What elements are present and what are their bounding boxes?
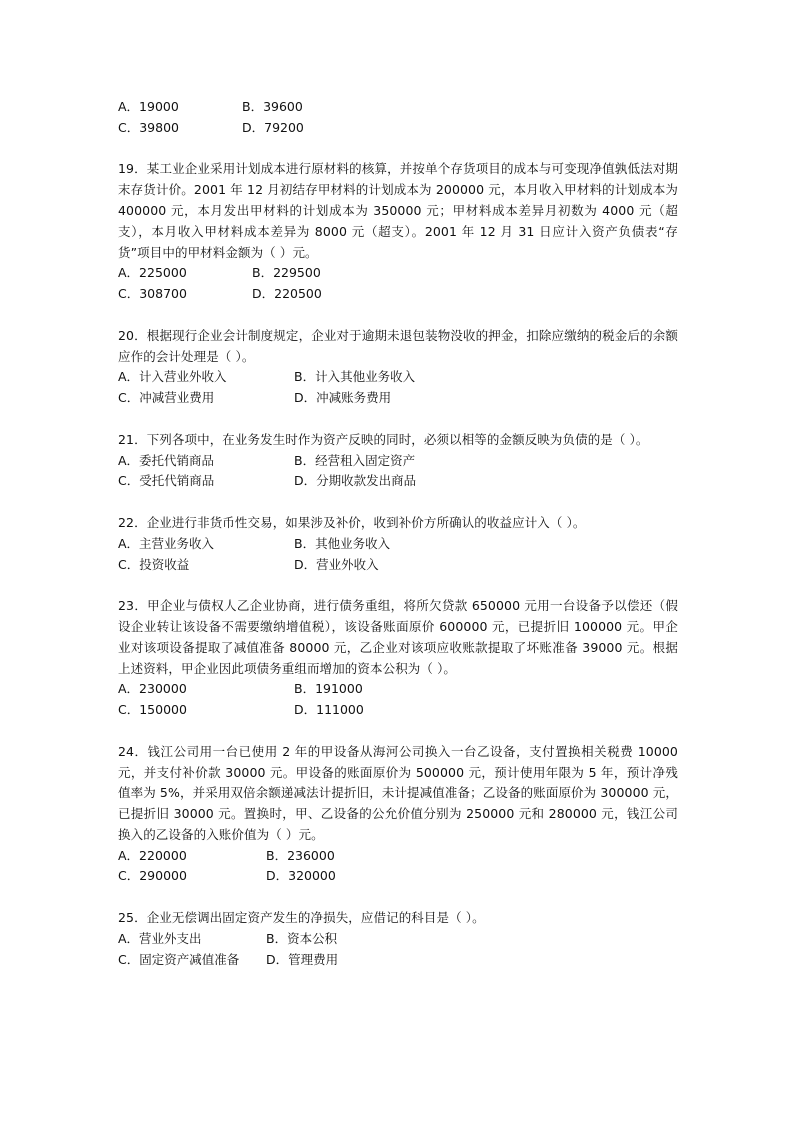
option-d[interactable]: D．营业外收入 (294, 556, 379, 572)
option-row (118, 284, 678, 305)
question-20 (118, 326, 678, 409)
option-row (118, 846, 678, 867)
option-a[interactable]: A．营业外支出 (118, 930, 202, 946)
option-c[interactable]: C．投资收益 (118, 556, 190, 572)
option-row (118, 367, 678, 388)
question-stem: 22．企业进行非货币性交易，如果涉及补价，收到补价方所确认的收益应计入（ ）。 (118, 514, 586, 530)
option-row (118, 263, 678, 284)
option-d[interactable]: D．111000 (294, 702, 364, 718)
question-24 (118, 742, 678, 888)
option-b[interactable]: B．计入其他业务收入 (294, 369, 416, 385)
option-a[interactable]: A．委托代销商品 (118, 452, 215, 468)
option-b[interactable]: B．资本公积 (266, 930, 338, 946)
option-row (118, 929, 678, 950)
option-row (118, 97, 678, 118)
option-row (118, 700, 678, 721)
option-d[interactable]: D．分期收款发出商品 (294, 473, 417, 489)
option-d[interactable]: D．320000 (266, 868, 336, 884)
option-a[interactable]: A．19000 (118, 99, 179, 114)
question-21 (118, 430, 678, 492)
option-d[interactable]: D．管理费用 (266, 951, 339, 967)
option-c[interactable]: C．受托代销商品 (118, 473, 215, 489)
option-a[interactable]: A．220000 (118, 847, 187, 863)
option-a[interactable]: A．主营业务收入 (118, 535, 215, 551)
question-25 (118, 908, 678, 970)
option-b[interactable]: B．236000 (266, 847, 335, 863)
question-18-options (118, 97, 678, 139)
option-row (118, 534, 678, 555)
question-stem: 20．根据现行企业会计制度规定，企业对于逾期未退包装物没收的押金，扣除应缴纳的税金后的余额应作的会计处理是（ ）。 (118, 327, 678, 364)
question-19 (118, 159, 678, 305)
option-c[interactable]: C．150000 (118, 702, 187, 718)
option-b[interactable]: B．其他业务收入 (294, 535, 391, 551)
option-row (118, 950, 678, 971)
option-d[interactable]: D．冲减账务费用 (294, 390, 392, 406)
question-stem: 24．钱江公司用一台已使用 2 年的甲设备从海河公司换入一台乙设备，支付置换相关税费 10000 元，并支付补价款 30000 元。甲设备的账面原价为 500000 元，预计使用年限为 5 年，预计净残值率为 5%，并采用双倍余额递减法计提折旧，未计提减值准备；乙设备的账面原价为 300000 元，已提折旧 30000 元。置换时，甲、乙设备的公允价值分别为 250000 元和 280000 元，钱江公司换入的乙设备的入账价值为（ ）元。 (118, 743, 678, 842)
option-c[interactable]: C．308700 (118, 286, 187, 302)
question-stem: 21．下列各项中，在业务发生时作为资产反映的同时，必须以相等的金额反映为负债的是（ ）。 (118, 431, 649, 447)
option-row (118, 866, 678, 887)
document-page (118, 97, 678, 991)
option-row (118, 388, 678, 409)
option-row (118, 471, 678, 492)
option-row (118, 679, 678, 700)
option-row (118, 451, 678, 472)
question-22 (118, 513, 678, 575)
question-stem: 25．企业无偿调出固定资产发生的净损失，应借记的科目是（ ）。 (118, 910, 485, 926)
option-c[interactable]: C．39800 (118, 119, 179, 135)
option-a[interactable]: A．230000 (118, 681, 187, 697)
option-b[interactable]: B．191000 (294, 681, 363, 697)
question-23 (118, 596, 678, 721)
option-row (118, 555, 678, 576)
option-a[interactable]: A．225000 (118, 265, 187, 281)
option-c[interactable]: C．冲减营业费用 (118, 390, 215, 406)
question-stem: 23．甲企业与债权人乙企业协商，进行债务重组，将所欠贷款 650000 元用一台设备予以偿还（假设企业转让该设备不需要缴纳增值税），该设备账面原价 600000 元，已提折旧 100000 元。甲企业对该项设备提取了减值准备 80000 元，乙企业对该项应收账款提取了坏账准备 39000 元。根据上述资料，甲企业因此项债务重组而增加的资本公积为（ ）。 (118, 598, 678, 676)
option-b[interactable]: B．229500 (252, 265, 321, 281)
option-d[interactable]: D．220500 (252, 286, 322, 302)
option-row (118, 118, 678, 139)
option-c[interactable]: C．290000 (118, 868, 187, 884)
option-c[interactable]: C．固定资产减值准备 (118, 951, 240, 967)
question-stem: 19．某工业企业采用计划成本进行原材料的核算，并按单个存货项目的成本与可变现净值孰低法对期末存货计价。2001 年 12 月初结存甲材料的计划成本为 200000 元，本月收入甲材料的计划成本为 400000 元，本月发出甲材料的计划成本为 350000 元；甲材料成本差异月初数为 4000 元（超支），本月收入甲材料成本差异为 8000 元（超支）。2001 年 12 月 31 日应计入资产负债表“存货”项目中的甲材料金额为（ ）元。 (118, 161, 678, 260)
option-b[interactable]: B．经营租入固定资产 (294, 452, 416, 468)
option-a[interactable]: A．计入营业外收入 (118, 369, 227, 385)
option-d[interactable]: D．79200 (242, 119, 304, 135)
option-b[interactable]: B．39600 (242, 99, 303, 114)
